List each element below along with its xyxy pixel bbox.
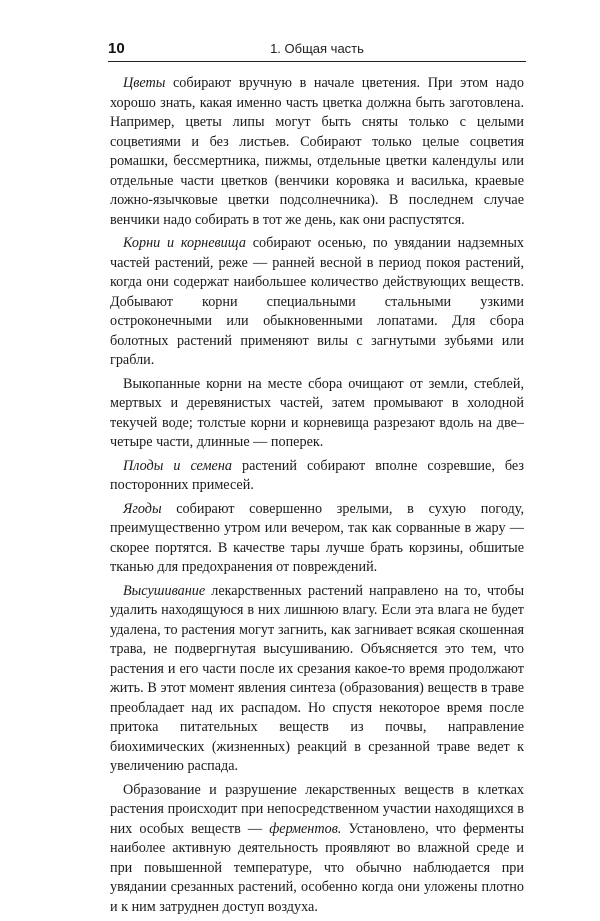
- paragraph-text-tail: Установлено, что ферменты наиболее активную деятельность проявляют во влажной среде и при повышенной температуре, что обычно наблюдается при увядании срезанных растений, особенно когда они уложены плотно и к ним затруднен доступ воздуха.: [110, 820, 524, 915]
- term-enzymes: ферментов.: [269, 820, 342, 837]
- paragraph-fruits: [110, 457, 524, 496]
- paragraph-berries: [110, 500, 524, 578]
- running-title: 1. Общая часть: [270, 41, 364, 56]
- term-berries: Ягоды: [123, 500, 162, 517]
- paragraph-text: Выкопанные корни на месте сбора очищают от земли, стеблей, мертвых и деревянистых частей, затем промывают в холодной текучей воде; толстые корни и корневища разрезают вдоль на две–четыре части, длинные — поперек.: [110, 375, 524, 450]
- paragraph-text: лекарственных растений направлено на то, чтобы удалить находящуюся в них лишнюю влагу. Если эта влага не будет удалена, то растения могут загнить, как загнивает всякая скошенная трава, не подвергнутая высушиванию. Объясняется это тем, что растения и его части после их срезания какое-то время продолжают жить. В этот момент явления синтеза (образования) веществ в траве преобладает над их распадом. Но спустя некоторое время после притока питательных веществ из почвы, направление биохимических (жизненных) реакций в срезанной траве ведет к увеличению распада.: [110, 582, 524, 774]
- paragraph-roots: [110, 234, 524, 371]
- term-roots: Корни и корневища: [123, 235, 246, 251]
- page-number: 10: [108, 40, 125, 57]
- paragraph-flowers: [110, 74, 524, 230]
- term-drying: Высушивание: [123, 582, 206, 599]
- paragraph-drying: [110, 582, 524, 777]
- header-rule: [108, 61, 526, 62]
- paragraph-text: собирают вручную в начале цветения. При этом надо хорошо знать, какая именно часть цветка должна быть заготовлена. Например, цветы липы могут быть сняты только с целыми соцветиями и без листьев. Собирают только целые соцветия ромашки, бессмертника, пижмы, отдельные цветки календулы или отдельные части цветков (венчики коровяка и василька, краевые ложно-язычковые цветки подсолнечника). В последнем случае венчики надо собирать в тот же день, как они распустятся.: [110, 75, 524, 228]
- term-fruits: Плоды и семена: [123, 457, 232, 474]
- paragraph-text: растений собирают вполне созревшие, без посторонних примесей.: [110, 457, 524, 493]
- paragraph-enzymes: [110, 781, 524, 918]
- page-header: [108, 38, 526, 60]
- paragraph-root-cleaning: [110, 375, 524, 453]
- paragraph-text: Образование и разрушение лекарственных веществ в клетках растения происходит при непосредственном участии находящихся в них особых веществ —: [110, 781, 524, 837]
- term-flowers: Цветы: [123, 75, 166, 91]
- paragraph-text: собирают осенью, по увядании надземных частей растений, реже — ранней весной в период покоя растений, когда они содержат наибольшее количество действующих веществ. Добывают корни специальными стальными узкими остроконечными или обыкновенными лопатами. Для сбора болотных растений применяют вилы с загнутыми зубьями или грабли.: [110, 235, 525, 368]
- body-text: [110, 74, 524, 921]
- paragraph-text: собирают совершенно зрелыми, в сухую погоду, преимущественно утром или вечером, так как сорванные в жару — скорее портятся. В качестве тары лучше брать корзины, обшитые тканью для предохранения от повреждений.: [110, 500, 524, 575]
